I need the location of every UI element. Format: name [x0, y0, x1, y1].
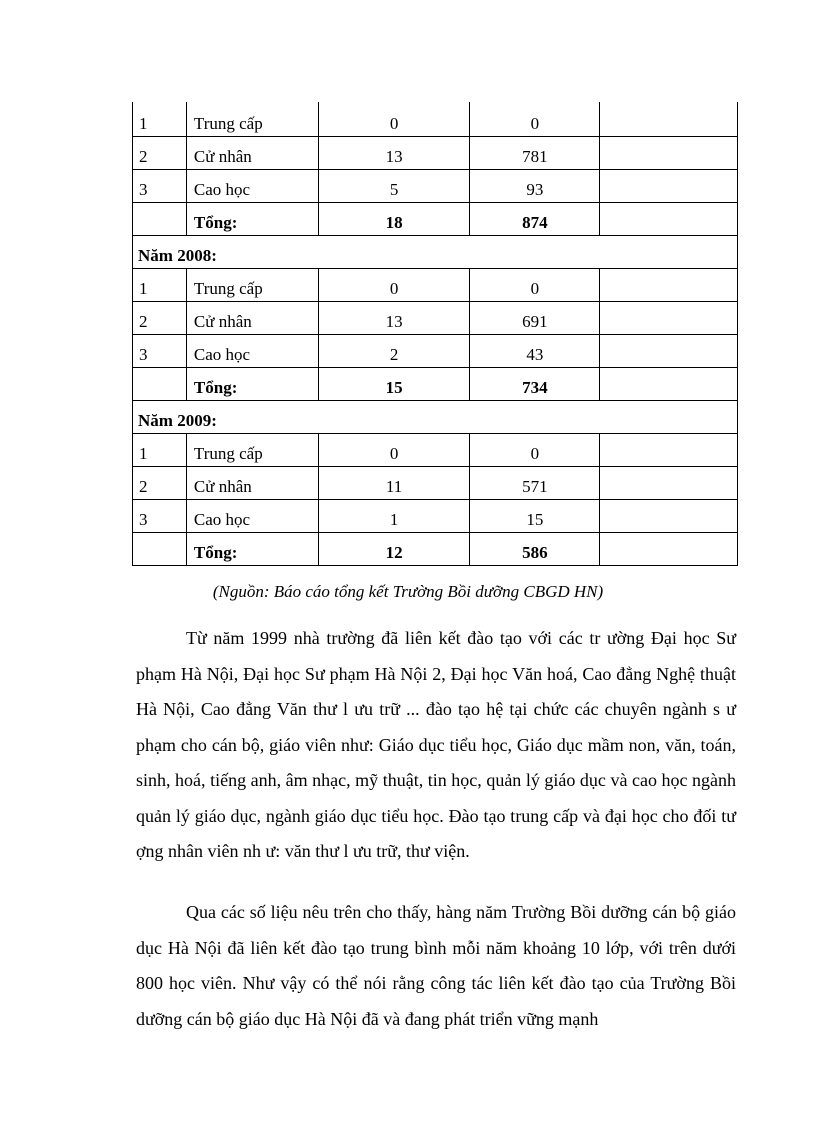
table-row [133, 169, 738, 202]
empty-cell [600, 301, 738, 334]
table-row [133, 499, 738, 532]
empty-cell [600, 532, 738, 565]
degree-level: Trung cấp [186, 268, 318, 301]
empty-cell [600, 202, 738, 235]
student-count: 781 [470, 136, 600, 169]
total-row [133, 367, 738, 400]
row-index: 3 [133, 334, 187, 367]
row-index [133, 532, 187, 565]
total-student-count: 586 [470, 532, 600, 565]
table-row [133, 301, 738, 334]
training-statistics-table [132, 102, 738, 566]
total-class-count: 15 [318, 367, 470, 400]
empty-cell [600, 169, 738, 202]
row-index [133, 202, 187, 235]
degree-level: Cao học [186, 169, 318, 202]
student-count: 43 [470, 334, 600, 367]
degree-level: Cử nhân [186, 136, 318, 169]
row-index: 1 [133, 433, 187, 466]
empty-cell [600, 268, 738, 301]
row-index: 2 [133, 136, 187, 169]
degree-level: Cao học [186, 499, 318, 532]
class-count: 1 [318, 499, 470, 532]
year-header-row [133, 400, 738, 433]
total-label: Tổng: [186, 367, 318, 400]
row-index: 1 [133, 268, 187, 301]
class-count: 13 [318, 136, 470, 169]
student-count: 571 [470, 466, 600, 499]
class-count: 13 [318, 301, 470, 334]
empty-cell [600, 102, 738, 136]
student-count: 93 [470, 169, 600, 202]
student-count: 0 [470, 268, 600, 301]
degree-level: Cao học [186, 334, 318, 367]
empty-cell [600, 334, 738, 367]
row-index: 3 [133, 169, 187, 202]
body-paragraph: Từ năm 1999 nhà trường đã liên kết đào tạo với các tr ường Đại học Sư phạm Hà Nội, Đại học Sư phạm Hà Nội 2, Đại học Văn hoá, Cao đẳng Nghệ thuật Hà Nội, Cao đẳng Văn thư l ưu trữ ... đào tạo hệ tại chức các chuyên ngành s ư phạm cho cán bộ, giáo viên như: Giáo dục tiểu học, Giáo dục mầm non, văn, toán, sinh, hoá, tiếng anh, âm nhạc, mỹ thuật, tin học, quản lý giáo dục và cao học ngành quản lý giáo dục, ngành giáo dục tiểu học. Đào tạo trung cấp và đại học cho đối tư ợng nhân viên nh ư: văn thư l ưu trữ, thư viện. [136, 628, 736, 861]
body-paragraph: Qua các số liệu nêu trên cho thấy, hàng năm Trường Bồi dưỡng cán bộ giáo dục Hà Nội đã liên kết đào tạo trung bình mỗi năm khoảng 10 lớp, với trên dưới 800 học viên. Như vậy có thể nói rằng công tác liên kết đào tạo của Trường Bồi dưỡng cán bộ giáo dục Hà Nội đã và đang phát triển vững mạnh [136, 902, 736, 1029]
total-class-count: 12 [318, 532, 470, 565]
student-count: 0 [470, 433, 600, 466]
table-row [133, 466, 738, 499]
degree-level: Cử nhân [186, 466, 318, 499]
year-2008-label: Năm 2008: [133, 235, 738, 268]
degree-level: Trung cấp [186, 102, 318, 136]
total-student-count: 874 [470, 202, 600, 235]
student-count: 691 [470, 301, 600, 334]
degree-level: Trung cấp [186, 433, 318, 466]
total-label: Tổng: [186, 532, 318, 565]
row-index: 1 [133, 102, 187, 136]
class-count: 0 [318, 102, 470, 136]
class-count: 2 [318, 334, 470, 367]
total-student-count: 734 [470, 367, 600, 400]
class-count: 0 [318, 268, 470, 301]
table-row [133, 136, 738, 169]
row-index: 2 [133, 466, 187, 499]
year-2009-label: Năm 2009: [133, 400, 738, 433]
empty-cell [600, 466, 738, 499]
empty-cell [600, 433, 738, 466]
row-index [133, 367, 187, 400]
total-row [133, 202, 738, 235]
degree-level: Cử nhân [186, 301, 318, 334]
row-index: 2 [133, 301, 187, 334]
row-index: 3 [133, 499, 187, 532]
table-row [133, 102, 738, 136]
total-row [133, 532, 738, 565]
class-count: 5 [318, 169, 470, 202]
total-class-count: 18 [318, 202, 470, 235]
class-count: 0 [318, 433, 470, 466]
table-row [133, 268, 738, 301]
table-row [133, 334, 738, 367]
total-label: Tổng: [186, 202, 318, 235]
empty-cell [600, 367, 738, 400]
table-row [133, 433, 738, 466]
empty-cell [600, 136, 738, 169]
source-note: (Nguồn: Báo cáo tổng kết Trường Bồi dưỡng CBGD HN) [212, 582, 604, 601]
empty-cell [600, 499, 738, 532]
student-count: 15 [470, 499, 600, 532]
year-header-row [133, 235, 738, 268]
student-count: 0 [470, 102, 600, 136]
class-count: 11 [318, 466, 470, 499]
